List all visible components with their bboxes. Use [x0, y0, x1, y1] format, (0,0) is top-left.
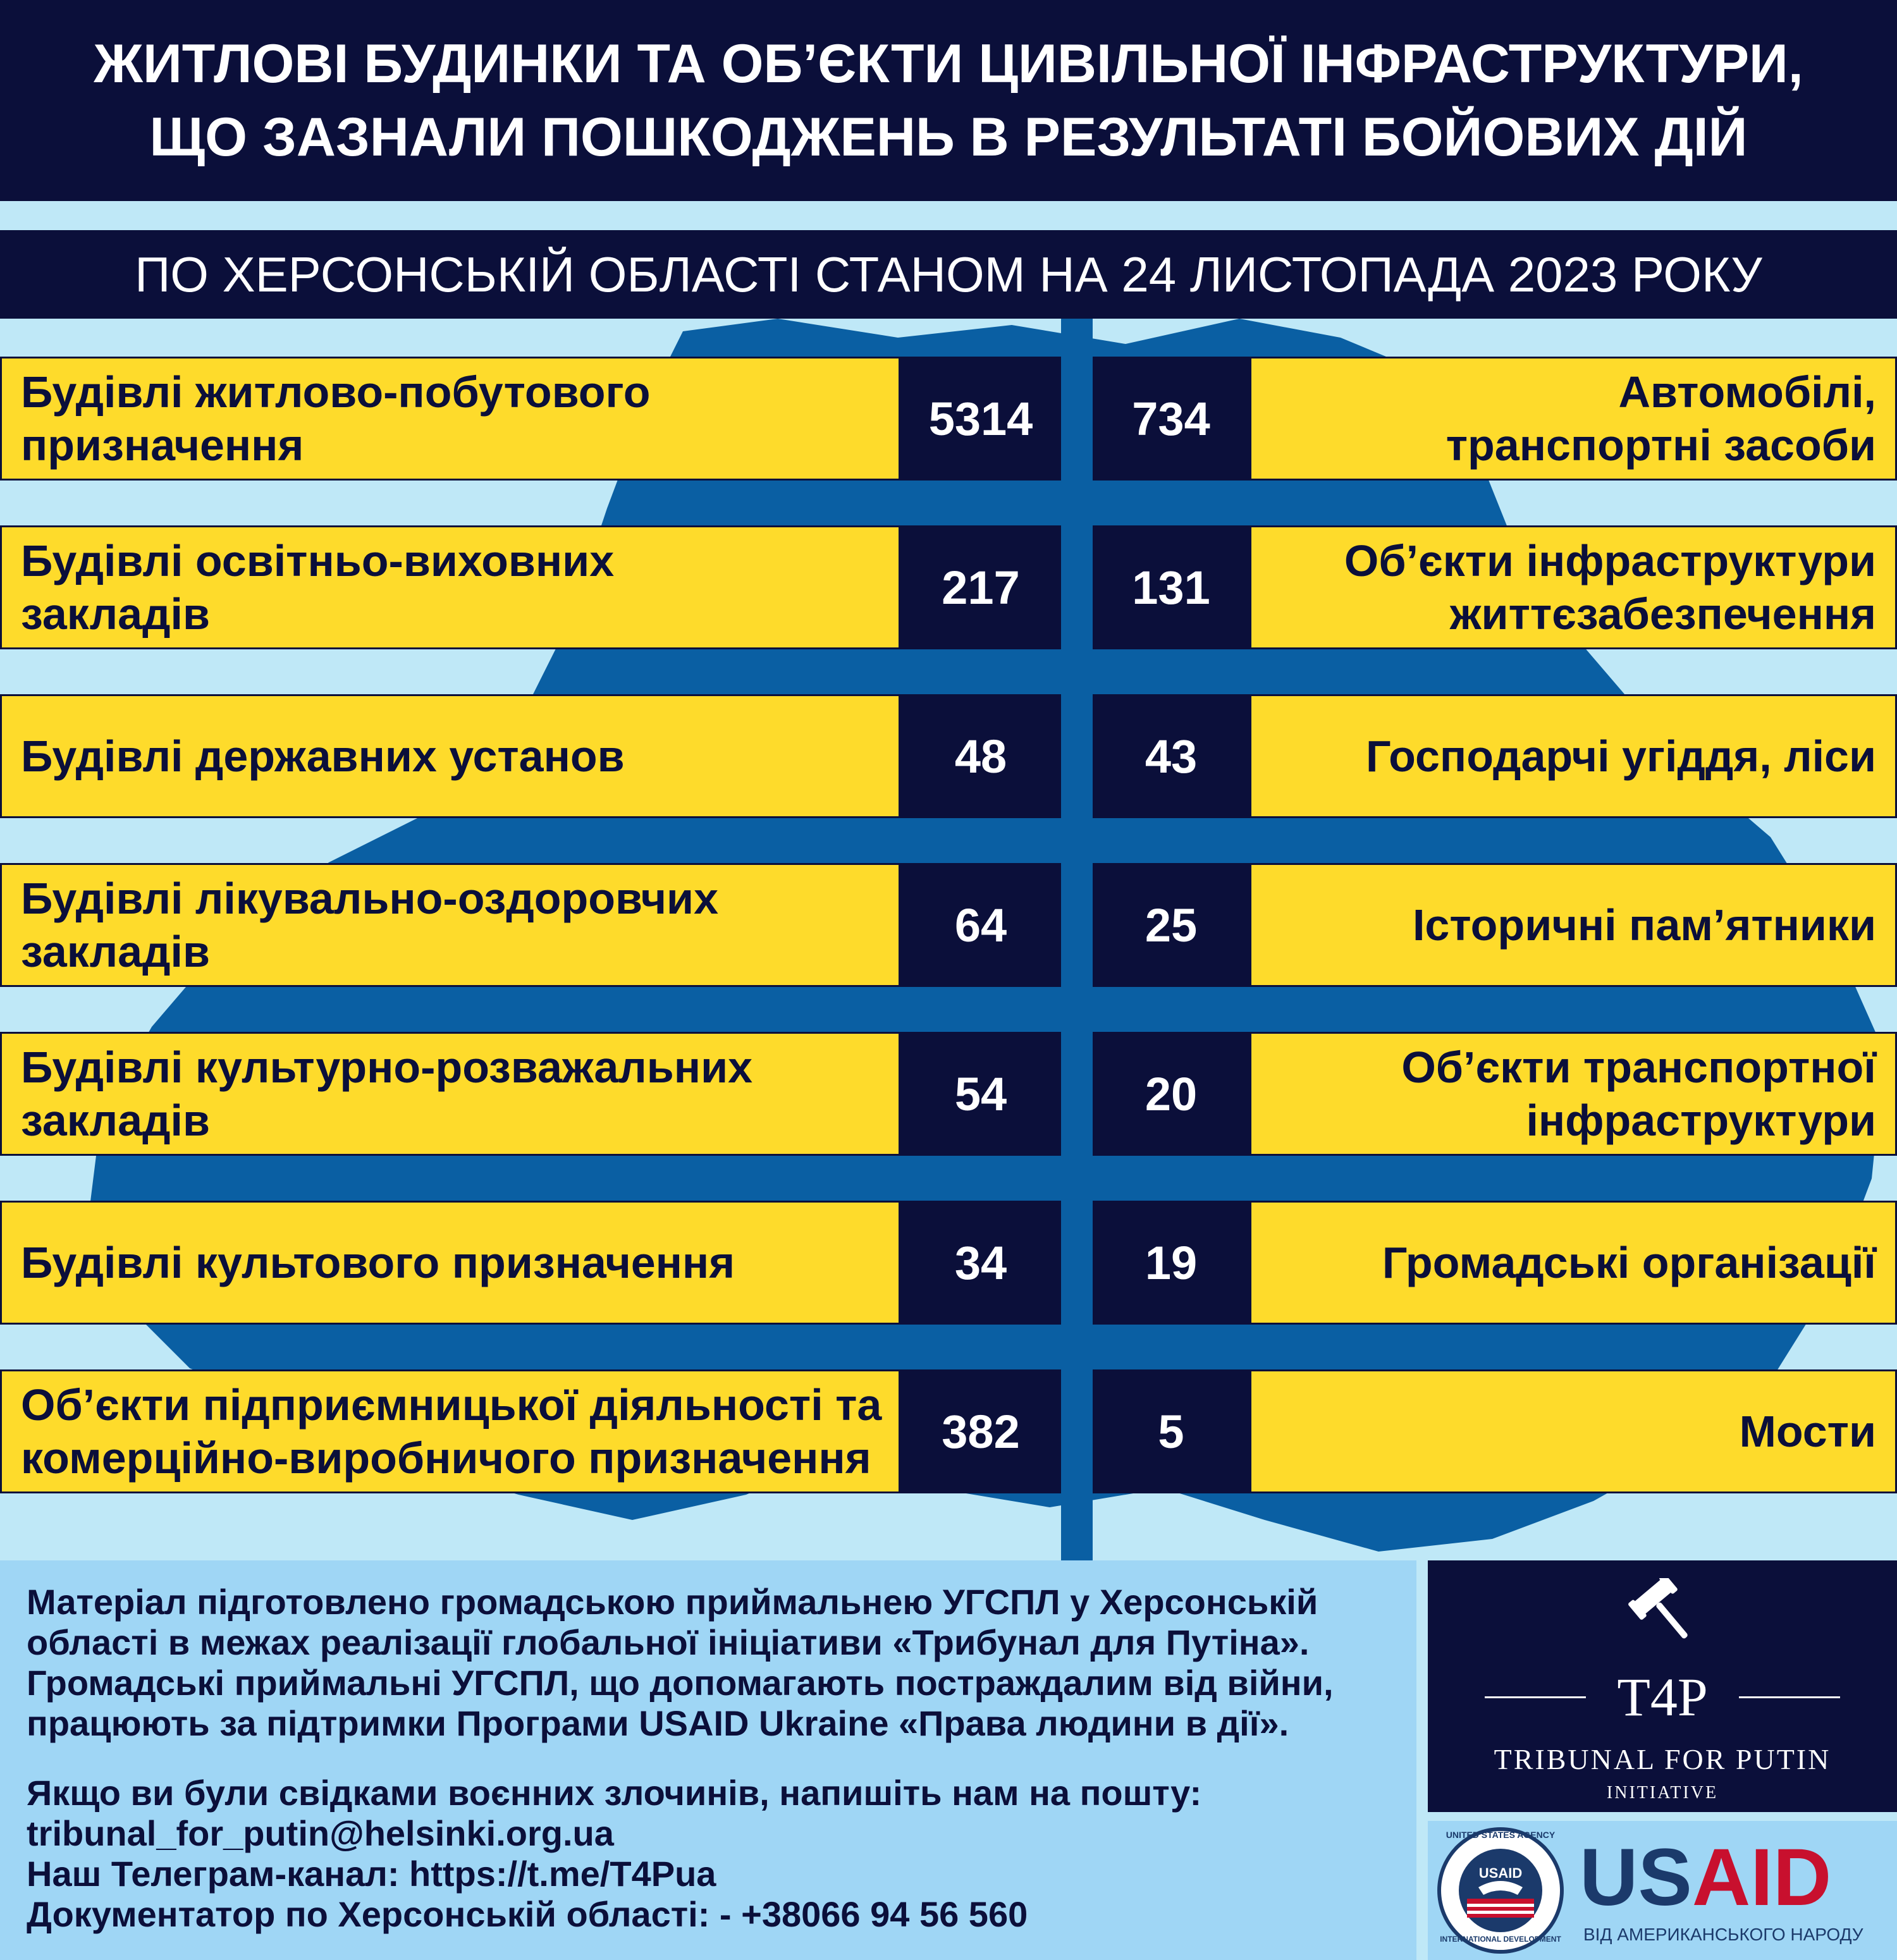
left-category-count-text: 64 [954, 898, 1007, 952]
left-category-count [900, 863, 1061, 987]
right-category-count [1093, 357, 1249, 481]
usaid-seal-center: USAID [1478, 1865, 1523, 1881]
right-category-count-text: 131 [1132, 561, 1210, 614]
t4p-logo [1428, 1560, 1897, 1812]
left-category-label-text: Будівлі культового призначення [21, 1238, 735, 1287]
contact-line: Якщо ви були свідками воєнних злочинів, напишіть нам на пошту: [27, 1773, 1202, 1813]
left-category-count-text: 217 [942, 561, 1020, 614]
left-category-count [900, 525, 1061, 649]
contact-paragraph [27, 1773, 1416, 1935]
left-category-count [900, 1032, 1061, 1156]
left-category-count-text: 54 [954, 1067, 1007, 1120]
right-category-count [1093, 1032, 1249, 1156]
right-category-label-text: Громадські організації [1382, 1238, 1876, 1287]
left-category-label [0, 357, 900, 481]
left-category-label-text: Будівлі державних установ [21, 732, 625, 781]
left-category-label [0, 525, 900, 649]
right-category-label-text: Об’єкти транспортної інфраструктури [1401, 1043, 1876, 1145]
usaid-word-us: US [1580, 1832, 1692, 1923]
left-category-label-text: Об’єкти підприємницької діяльності та комерційно-виробничого призначення [21, 1380, 882, 1483]
right-category-count-text: 43 [1145, 730, 1198, 783]
right-category-count [1093, 525, 1249, 649]
right-category-label-text: Автомобілі, транспортні засоби [1446, 367, 1876, 470]
left-category-label [0, 863, 900, 987]
left-category-label-text: Будівлі житлово-побутового призначення [21, 367, 651, 470]
title-line-2: ЩО ЗАЗНАЛИ ПОШКОДЖЕНЬ В РЕЗУЛЬТАТІ БОЙОВИХ ДІЙ [149, 107, 1748, 168]
stat-row [0, 525, 1897, 651]
right-category-label [1249, 1201, 1897, 1325]
info-line: області в межах реалізації глобальної ініціативи «Трибунал для Путіна». [27, 1622, 1310, 1662]
left-category-count-text: 382 [942, 1405, 1020, 1458]
usaid-seal-top: UNITED STATES AGENCY [1446, 1830, 1556, 1840]
right-category-label [1249, 1032, 1897, 1156]
left-category-count [900, 1369, 1061, 1493]
title-line-1: ЖИТЛОВІ БУДИНКИ ТА ОБ’ЄКТИ ЦИВІЛЬНОЇ ІНФРАСТРУКТУРИ, [94, 34, 1803, 94]
right-category-count [1093, 694, 1249, 818]
usaid-logo [1428, 1821, 1897, 1960]
right-category-count-text: 25 [1145, 898, 1198, 952]
footer-info [0, 1560, 1416, 1960]
right-category-count [1093, 1201, 1249, 1325]
stat-row [0, 1369, 1897, 1495]
right-category-label [1249, 863, 1897, 987]
t4p-name: TRIBUNAL FOR PUTIN [1494, 1743, 1831, 1775]
right-category-count [1093, 1369, 1249, 1493]
right-category-label [1249, 357, 1897, 481]
left-category-label-text: Будівлі освітньо-виховних закладів [21, 536, 615, 639]
left-category-count [900, 694, 1061, 818]
info-paragraph [27, 1582, 1416, 1744]
left-category-label [0, 694, 900, 818]
t4p-abbr: T4P [1617, 1667, 1708, 1727]
info-line: працюють за підтримки Програми USAID Ukraine «Права людини в дії». [27, 1703, 1289, 1743]
right-category-label-text: Історичні пам’ятники [1412, 900, 1876, 950]
usaid-wordmark [1580, 1832, 1832, 1923]
contact-phone[interactable]: Документатор по Херсонській області: - +38066 94 56 560 [27, 1894, 1028, 1934]
stat-row [0, 1032, 1897, 1157]
right-category-label-text: Мости [1739, 1407, 1876, 1456]
subtitle-banner [0, 230, 1897, 319]
usaid-seal-bottom: INTERNATIONAL DEVELOPMENT [1440, 1935, 1561, 1944]
subtitle: ПО ХЕРСОНСЬКІЙ ОБЛАСТІ СТАНОМ НА 24 ЛИСТОПАДА 2023 РОКУ [135, 246, 1762, 302]
info-line: Громадські приймальні УГСПЛ, що допомагають постраждалим від війни, [27, 1663, 1334, 1703]
stat-row [0, 357, 1897, 482]
stat-row [0, 694, 1897, 819]
contact-telegram[interactable]: Наш Телеграм-канал: https://t.me/T4Pua [27, 1854, 716, 1894]
contact-email[interactable]: tribunal_for_putin@helsinki.org.ua [27, 1813, 614, 1853]
left-category-count-text: 34 [954, 1236, 1007, 1289]
right-category-count-text: 734 [1132, 392, 1210, 445]
title-banner [0, 0, 1897, 201]
right-category-label [1249, 1369, 1897, 1493]
right-category-label [1249, 525, 1897, 649]
gavel-icon [1618, 1578, 1707, 1654]
left-category-label [0, 1032, 900, 1156]
right-category-count-text: 20 [1145, 1067, 1198, 1120]
left-category-count-text: 5314 [928, 392, 1033, 445]
left-category-label [0, 1201, 900, 1325]
right-category-count-text: 19 [1145, 1236, 1198, 1289]
left-category-label-text: Будівлі культурно-розважальних закладів [21, 1043, 753, 1145]
right-category-count-text: 5 [1158, 1405, 1184, 1458]
left-category-count-text: 48 [954, 730, 1007, 783]
right-category-label [1249, 694, 1897, 818]
info-line: Матеріал підготовлено громадською приймальнею УГСПЛ у Херсонській [27, 1582, 1318, 1622]
right-category-count [1093, 863, 1249, 987]
stat-row [0, 863, 1897, 988]
left-category-label-text: Будівлі лікувально-оздоровчих закладів [21, 874, 719, 976]
usaid-tagline: ВІД АМЕРИКАНСЬКОГО НАРОДУ [1583, 1925, 1863, 1944]
left-category-count [900, 1201, 1061, 1325]
t4p-sub: INITIATIVE [1606, 1783, 1719, 1803]
stat-row [0, 1201, 1897, 1326]
left-category-count [900, 357, 1061, 481]
left-category-label [0, 1369, 900, 1493]
usaid-word-aid: AID [1691, 1832, 1832, 1923]
right-category-label-text: Господарчі угіддя, ліси [1365, 732, 1876, 781]
right-category-label-text: Об’єкти інфраструктури життєзабезпечення [1344, 536, 1876, 639]
